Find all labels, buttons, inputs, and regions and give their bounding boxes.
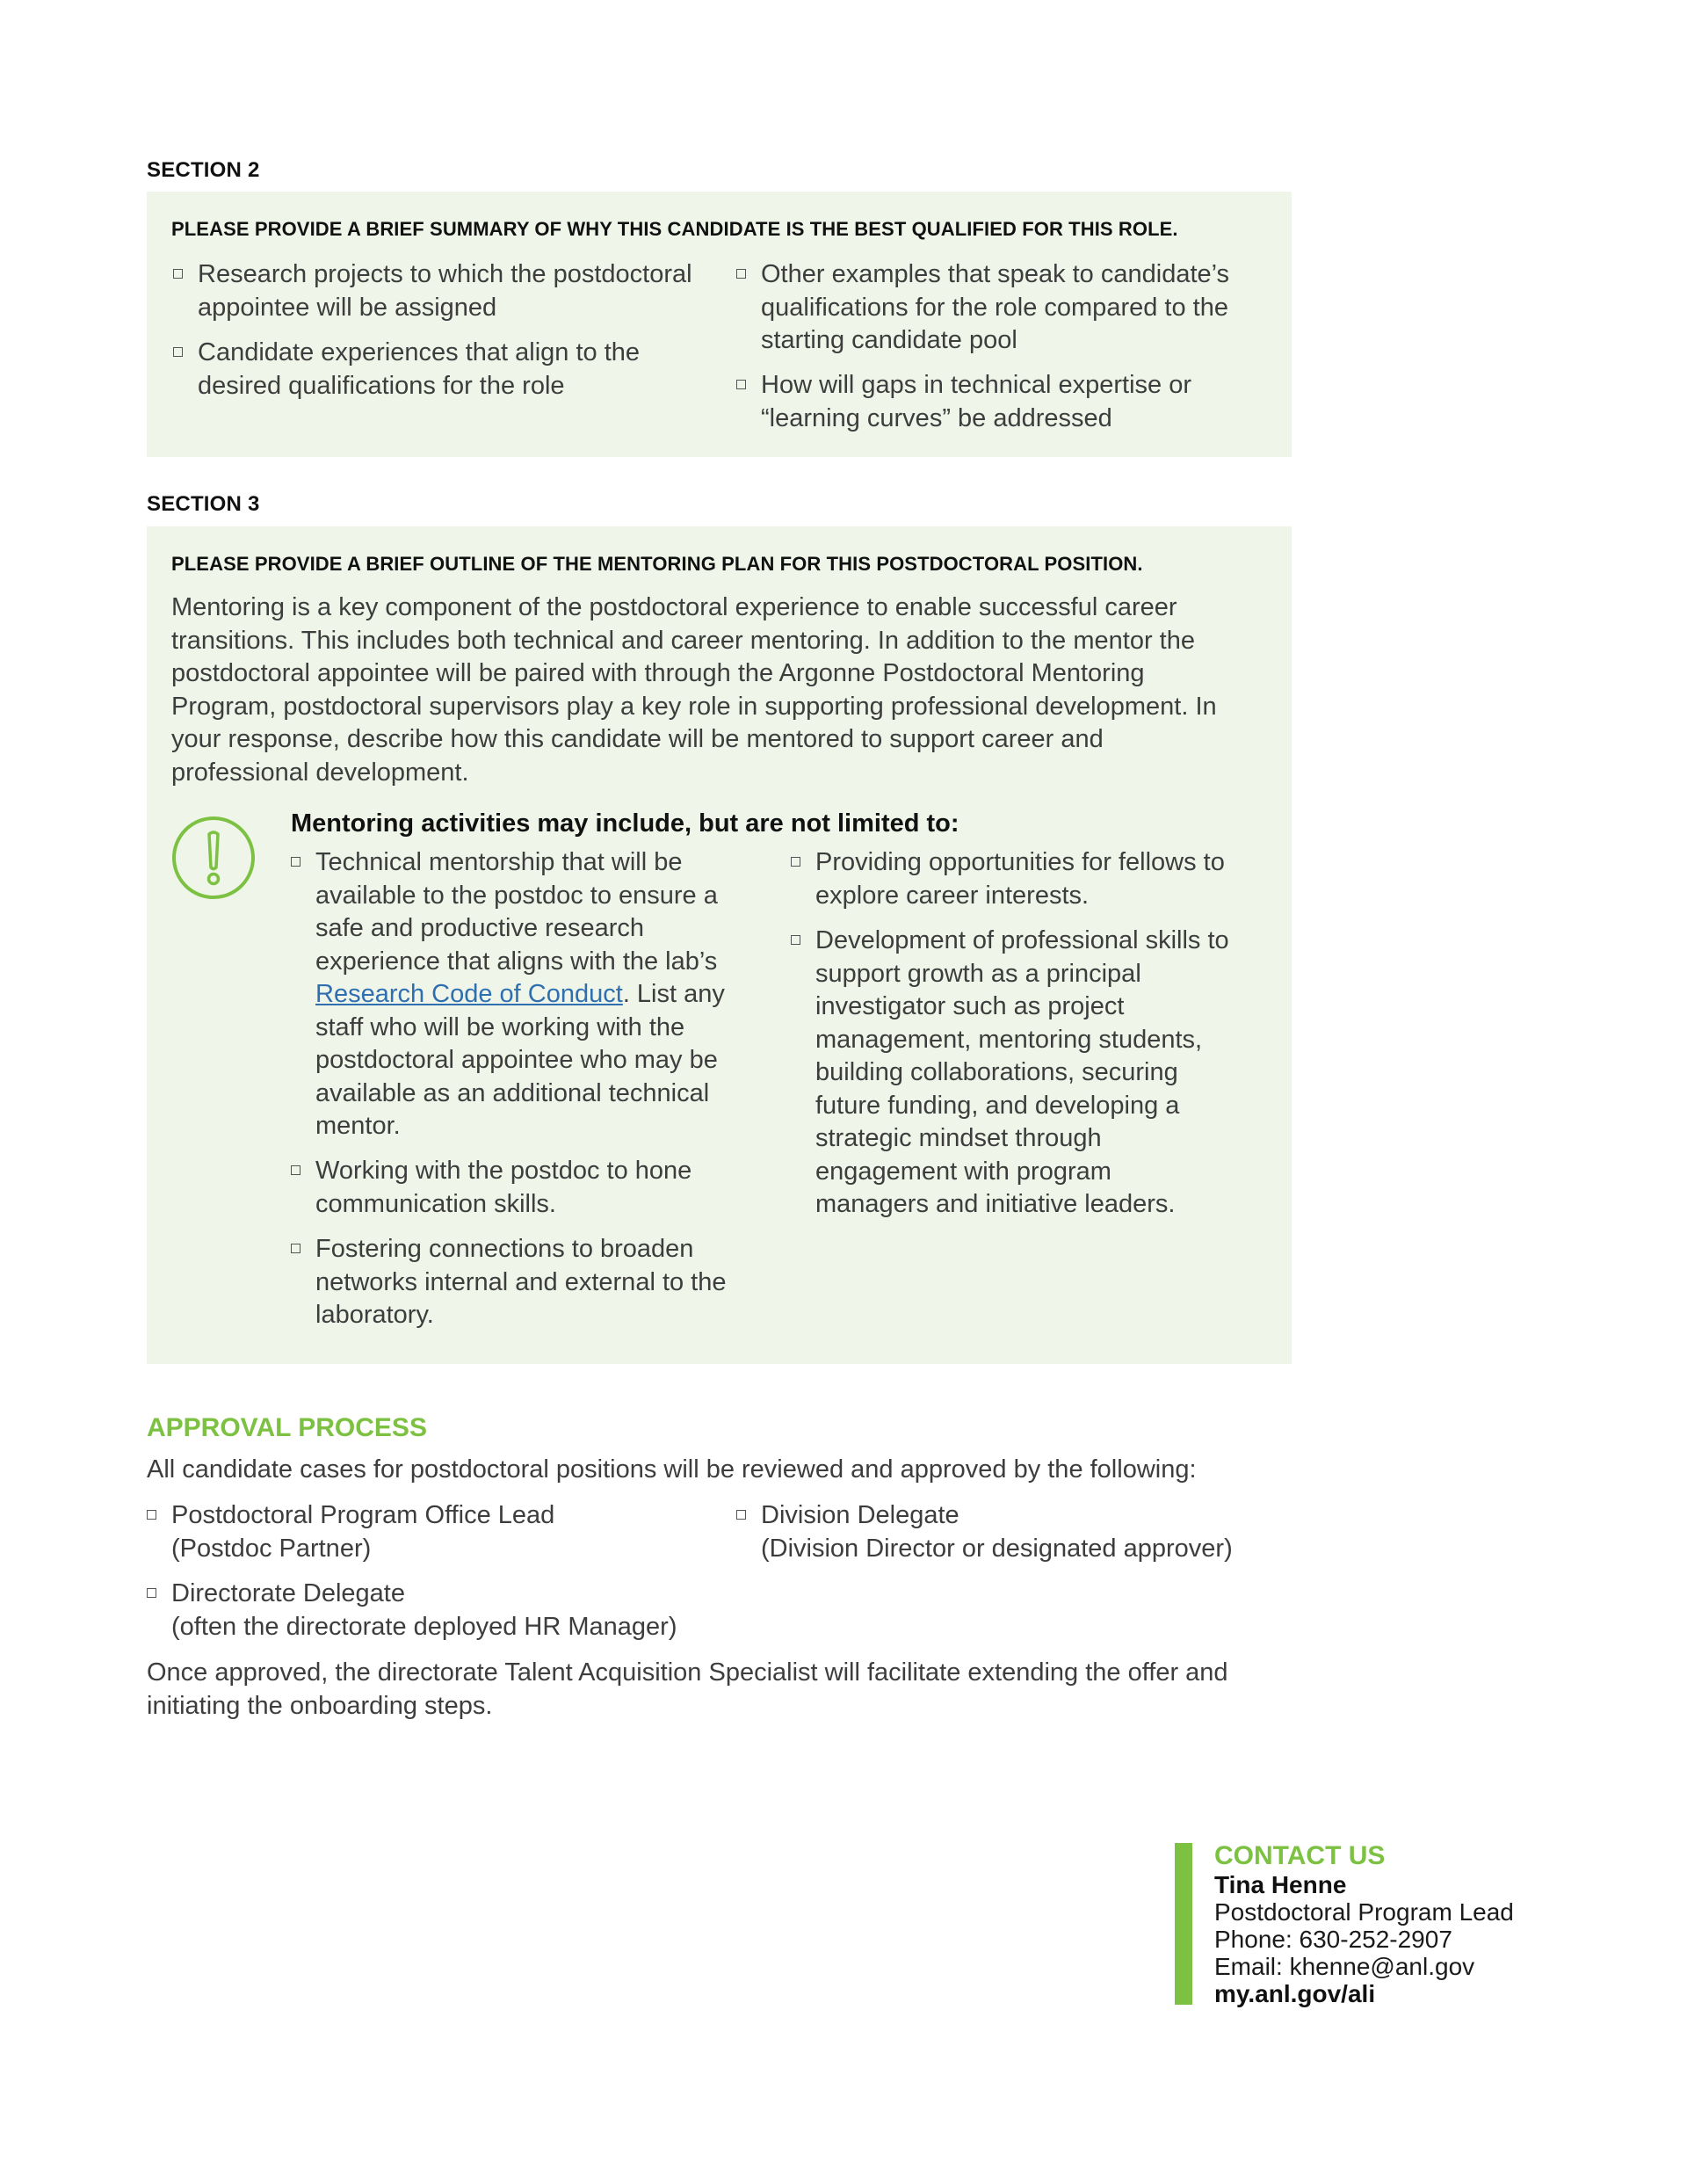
contact-accent-bar: [1175, 1843, 1192, 2005]
approval-intro: All candidate cases for postdoctoral positions will be reviewed and approved by the following:: [147, 1455, 1197, 1484]
exclamation-circle-icon: [170, 815, 257, 901]
checkbox-icon[interactable]: [791, 935, 800, 945]
checkbox-icon[interactable]: [291, 1244, 300, 1253]
approval-item[interactable]: Directorate Delegate (often the directorate deployed HR Manager): [147, 1578, 744, 1643]
checkbox-icon[interactable]: [736, 1510, 746, 1520]
approval-item[interactable]: Postdoctoral Program Office Lead (Postdoc Partner): [147, 1499, 709, 1565]
checkbox-icon[interactable]: [147, 1510, 156, 1520]
contact-title: CONTACT US: [1214, 1841, 1386, 1870]
callout-title: Mentoring activities may include, but are not limited to:: [291, 809, 959, 838]
contact-url[interactable]: my.anl.gov/ali: [1214, 1980, 1376, 2007]
mentoring-item[interactable]: Fostering connections to broaden networks internal and external to the laboratory.: [291, 1233, 730, 1332]
checkbox-icon[interactable]: [291, 1165, 300, 1175]
checkbox-icon[interactable]: [173, 269, 183, 279]
checkbox-icon[interactable]: [736, 269, 746, 279]
contact-phone: Phone: 630-252-2907: [1214, 1926, 1452, 1953]
mentoring-item[interactable]: Providing opportunities for fellows to explore career interests.: [791, 846, 1230, 912]
section-3-intro: Mentoring is a key component of the postdoctoral experience to enable successful career transitions. This includes both technical and career mentoring. In addition to the mentor the postdoctoral appointee will be paired with through the Argonne Postdoctoral Mentoring Program, postdoctoral supervisors play a key role in supporting professional development. In your response, describe how this candidate will be mentored to support career and professional development.: [171, 593, 1217, 787]
mentoring-item[interactable]: Working with the postdoc to hone communication skills.: [291, 1155, 730, 1221]
checkbox-icon[interactable]: [147, 1588, 156, 1598]
section-2-heading: PLEASE PROVIDE A BRIEF SUMMARY OF WHY THIS CANDIDATE IS THE BEST QUALIFIED FOR THIS ROLE.: [171, 218, 1178, 240]
checkbox-icon[interactable]: [291, 857, 300, 867]
approval-title: APPROVAL PROCESS: [147, 1413, 427, 1442]
approval-outro: Once approved, the directorate Talent Acquisition Specialist will facilitate extending the offer and initiating the onboarding steps.: [147, 1658, 1228, 1720]
section-2-item[interactable]: Research projects to which the postdoctoral appointee will be assigned: [173, 258, 700, 324]
checkbox-icon[interactable]: [173, 347, 183, 357]
section-2-panel: [147, 192, 1292, 457]
section-2-item[interactable]: Candidate experiences that align to the desired qualifications for the role: [173, 337, 700, 403]
checkbox-icon[interactable]: [736, 380, 746, 389]
section-2-label: SECTION 2: [147, 158, 260, 182]
checkbox-icon[interactable]: [791, 857, 800, 867]
section-3-heading: PLEASE PROVIDE A BRIEF OUTLINE OF THE MENTORING PLAN FOR THIS POSTDOCTORAL POSITION.: [171, 553, 1143, 575]
section-3-label: SECTION 3: [147, 492, 260, 516]
contact-name: Tina Henne: [1214, 1871, 1347, 1898]
section-2-item[interactable]: How will gaps in technical expertise or “learning curves” be addressed: [736, 369, 1228, 435]
research-code-of-conduct-link[interactable]: Research Code of Conduct: [315, 980, 623, 1008]
section-2-item[interactable]: Other examples that speak to candidate’s qualifications for the role compared to the starting candidate pool: [736, 258, 1263, 358]
contact-role: Postdoctoral Program Lead: [1214, 1898, 1514, 1926]
mentoring-item[interactable]: Technical mentorship that will be available to the postdoc to ensure a safe and productive research experience that aligns with the lab’s Research Code of Conduct. List any staff who will be working with the postdoctoral appointee who may be available as an additional technical mentor.: [291, 846, 730, 1143]
contact-email[interactable]: Email: khenne@anl.gov: [1214, 1953, 1475, 1980]
contact-block: [1214, 1841, 1514, 2007]
section-3-panel: [147, 526, 1292, 1364]
mentoring-item[interactable]: Development of professional skills to support growth as a principal investigator such as project management, mentoring students, building collaborations, securing future funding, and developing a strategic mindset through engagement with program managers and initiative leaders.: [791, 925, 1230, 1222]
approval-item[interactable]: Division Delegate (Division Director or designated approver): [736, 1499, 1299, 1565]
